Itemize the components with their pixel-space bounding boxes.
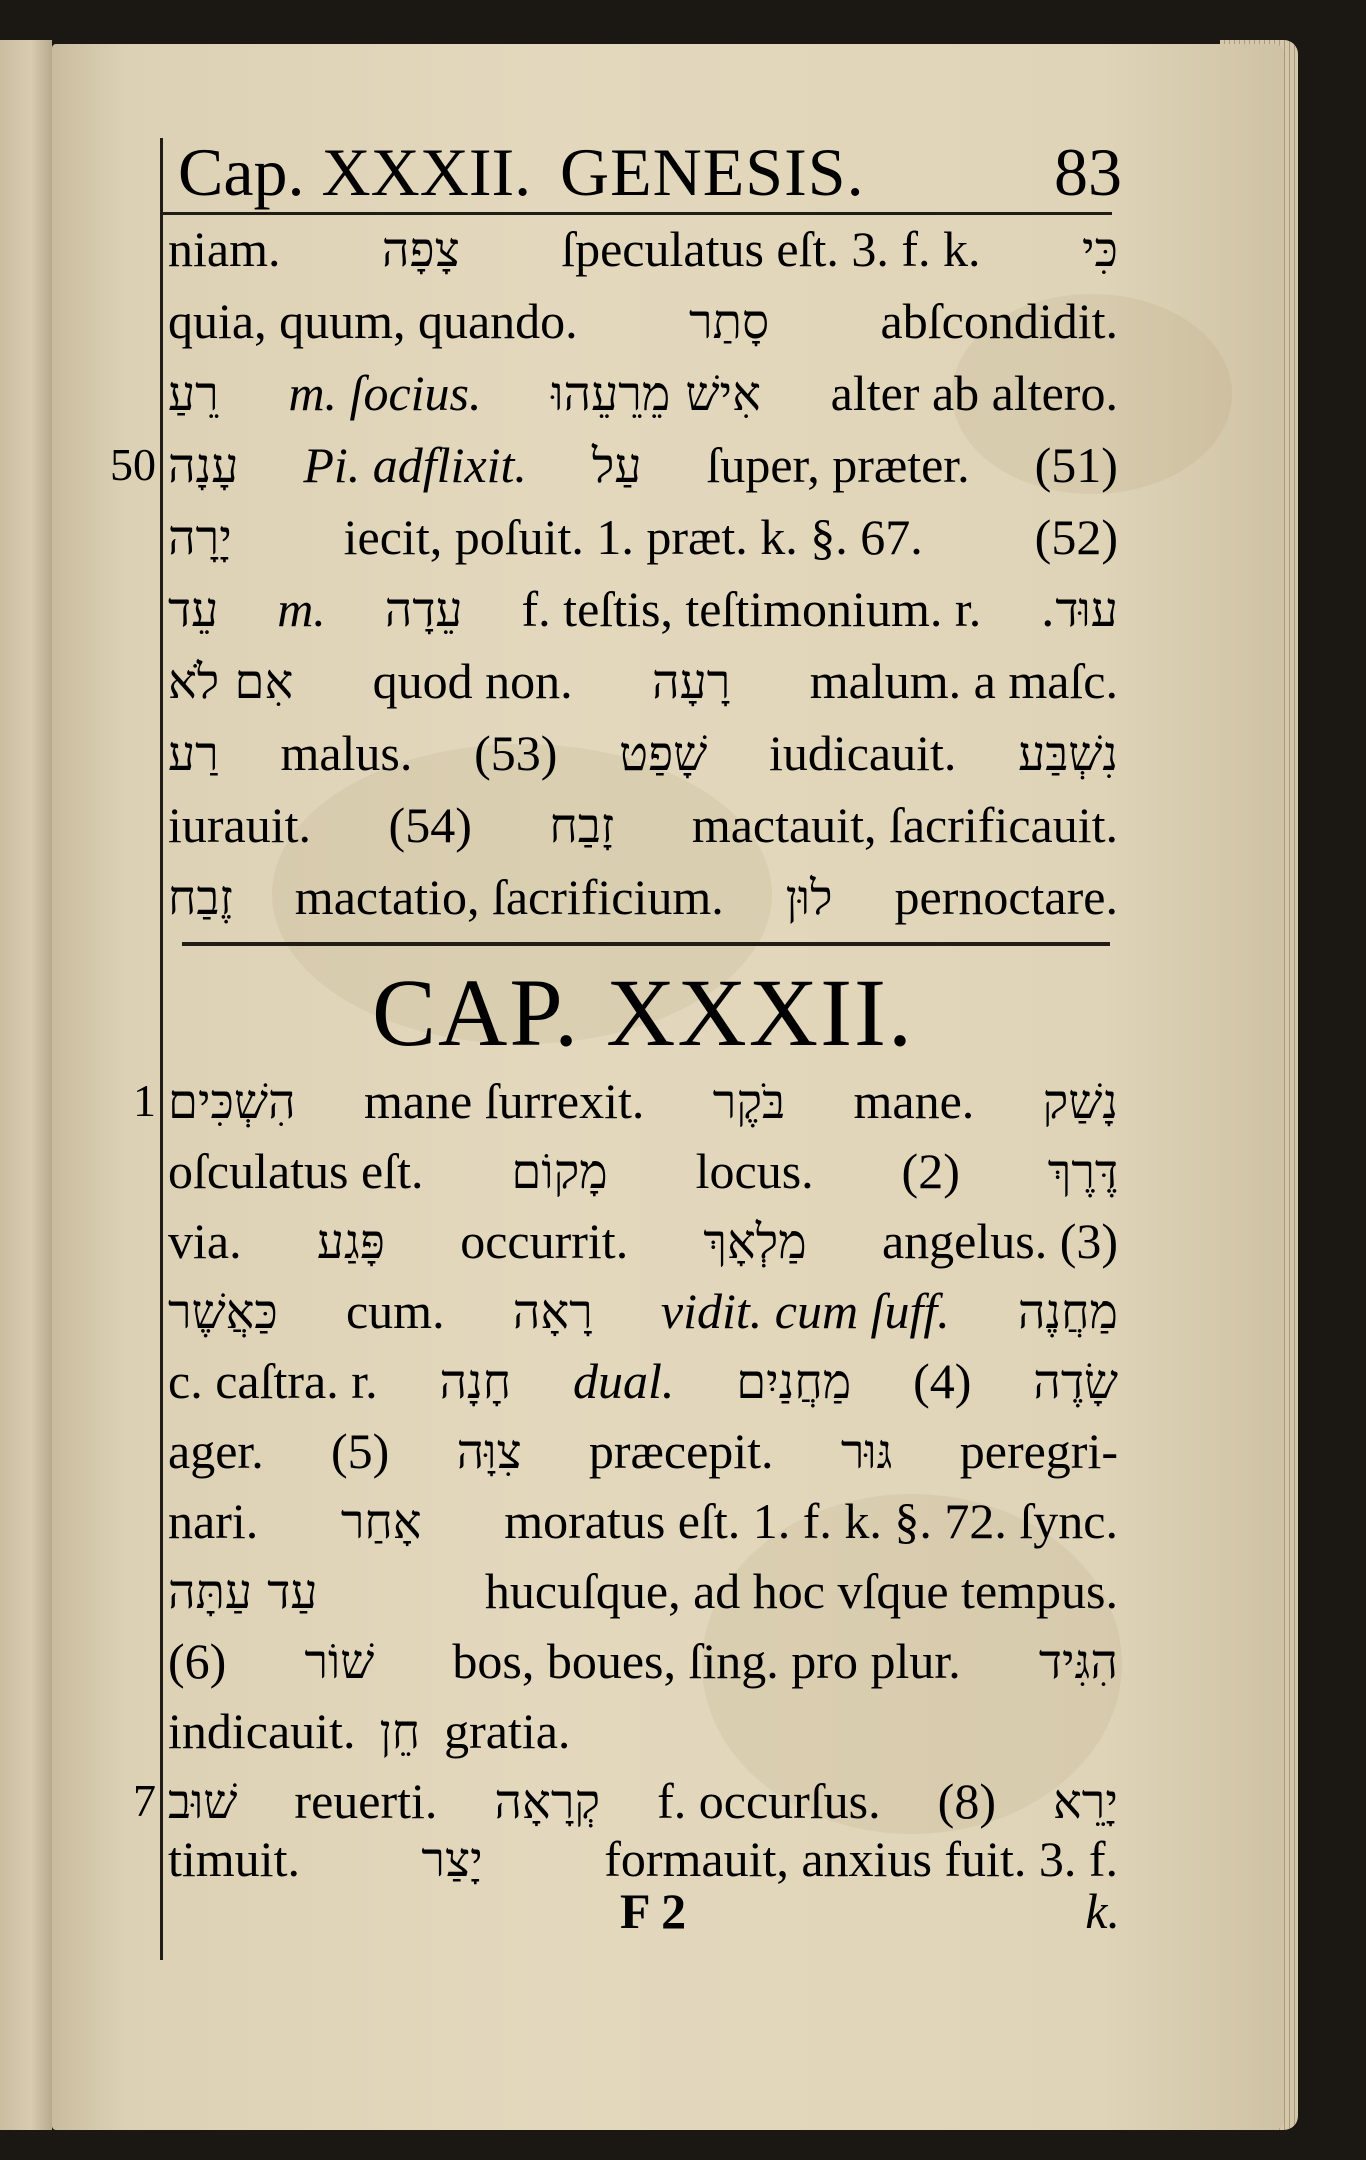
text-line: timuit. יָצַר formauit, anxius fuit. 3. f. bbox=[168, 1831, 1118, 1888]
chapter-title: CAP. XXXII. bbox=[371, 959, 915, 1066]
text-line: iurauit. (54) זָבַח mactauit, ſacrificauit. bbox=[168, 797, 1118, 854]
text-line: oſculatus eſt. מָקוֹם locus. (2) דֶּרֶךְ bbox=[168, 1143, 1118, 1200]
verse-number: 1 bbox=[133, 1075, 156, 1126]
text-line: יָרָה iecit, poſuit. 1. præt. k. §. 67. (52) bbox=[168, 509, 1118, 566]
text-line: quia, quum, quando. סָתַר abſcondidit. bbox=[168, 293, 1118, 350]
text-line: שׁוּב reuerti. קְרָאָה f. occurſus. (8) יָרֵא bbox=[168, 1773, 1118, 1830]
text-line: (6) שׁוֹר bos, boues, ſing. pro plur. הִגִּיד bbox=[168, 1633, 1118, 1690]
text-line: זֶבַח mactatio, ſacrificium. לוּן pernoctare. bbox=[168, 869, 1118, 926]
signature-mark: F 2 bbox=[620, 1883, 687, 1939]
running-header bbox=[178, 132, 1122, 212]
text-line: indicauit. חֵן gratia. bbox=[168, 1703, 571, 1760]
text-line: ager. (5) צִוָּה præcepit. גּוּר peregri- bbox=[168, 1423, 1118, 1480]
text-line: עַד עַתָּה hucuſque, ad hoc vſque tempus. bbox=[168, 1563, 1118, 1620]
margin-rule bbox=[160, 138, 163, 1960]
text-line: אִם לֹא quod non. רָעָה malum. a maſc. bbox=[168, 653, 1118, 710]
header-chapter: Cap. XXXII. bbox=[178, 134, 532, 210]
facing-page-edge bbox=[0, 40, 52, 2130]
text-line: עָנָה Pi. adflixit. עַל ſuper, præter. (51) bbox=[168, 437, 1118, 494]
text-line: via. פָּגַע occurrit. מַלְאָךְ angelus. (3) bbox=[168, 1213, 1118, 1270]
catchword: k. bbox=[1085, 1883, 1120, 1939]
verse-number: 7 bbox=[133, 1775, 156, 1826]
header-rule bbox=[160, 212, 1112, 215]
text-line: כַּאֲשֶׁר cum. רָאָה vidit. cum ſuff. מַחֲנֶה bbox=[168, 1283, 1118, 1340]
text-line: עֵד m. עֵדָה f. teſtis, teſtimonium. r. עוּד. bbox=[168, 581, 1118, 638]
text-line: רֵעַ m. ſocius. אִישׁ מֵרֵעֵהוּ alter ab altero. bbox=[168, 365, 1118, 422]
text-line: רַע malus. (53) שָׁפַט iudicauit. נִשְׁבַּע bbox=[168, 725, 1118, 782]
text-line: nari. אָחַר moratus eſt. 1. f. k. §. 72. ſync. bbox=[168, 1493, 1118, 1550]
section-rule bbox=[182, 942, 1110, 946]
header-book: GENESIS. bbox=[560, 134, 865, 210]
verse-number: 50 bbox=[110, 439, 156, 490]
page-number: 83 bbox=[1054, 134, 1122, 210]
text-line: הִשְׁכִּים mane ſurrexit. בֹּקֶר mane. נָשַׁק bbox=[168, 1073, 1118, 1130]
text-line: niam. צָפָה ſpeculatus eſt. 3. f. k. כִּי bbox=[168, 221, 1118, 278]
text-line: c. caſtra. r. חָנָה dual. מַחֲנַיִם (4) שָׂדֶה bbox=[168, 1353, 1118, 1410]
